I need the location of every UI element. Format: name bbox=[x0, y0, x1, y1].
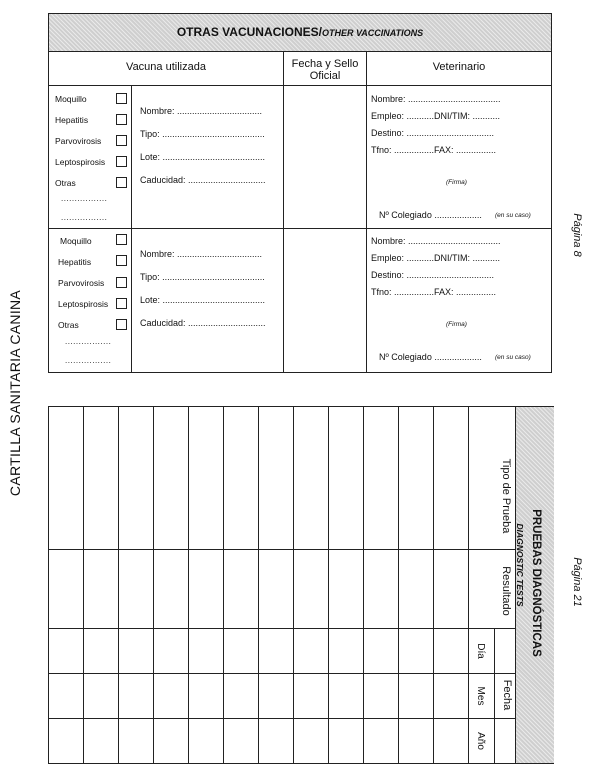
vaccine-label: Leptospirosis bbox=[55, 157, 106, 167]
vet-name-field[interactable]: Nombre: ..................................... bbox=[371, 236, 501, 246]
grid-column-line bbox=[433, 407, 434, 763]
vet-destination-field[interactable]: Destino: ................................... bbox=[371, 128, 495, 138]
vaccine-label: Hepatitis bbox=[55, 115, 89, 125]
divider bbox=[494, 628, 495, 763]
vet-license-field[interactable]: Nº Colegiado ................... bbox=[379, 352, 482, 362]
vaccine-name-field[interactable]: Nombre: .................................. bbox=[140, 249, 263, 259]
header-month: Mes bbox=[475, 686, 486, 706]
vaccine-checkbox[interactable] bbox=[116, 255, 127, 266]
vaccine-checkbox[interactable] bbox=[116, 298, 127, 309]
grid-column-line bbox=[468, 407, 469, 763]
blank-line: ................. bbox=[61, 213, 108, 222]
blank-line: ................. bbox=[61, 194, 108, 203]
vet-employment-field[interactable]: Empleo: ...........DNI/TIM: ........... bbox=[371, 111, 501, 121]
grid-column-line bbox=[363, 407, 364, 763]
vaccine-checkbox[interactable] bbox=[116, 177, 127, 188]
header-day: Día bbox=[475, 643, 486, 659]
vaccine-name-field[interactable]: Nombre: .................................. bbox=[140, 106, 263, 116]
if-applicable-note: (en su caso) bbox=[495, 354, 531, 361]
vaccine-label: Otras bbox=[55, 178, 76, 188]
vaccine-expiry-field[interactable]: Caducidad: ............................... bbox=[140, 175, 266, 185]
vaccine-label: Parvovirosis bbox=[58, 278, 105, 288]
divider bbox=[49, 673, 515, 674]
divider bbox=[49, 85, 551, 86]
grid-column-line bbox=[328, 407, 329, 763]
col-vet: Veterinario bbox=[432, 61, 486, 73]
vaccine-label: Parvovirosis bbox=[55, 136, 102, 146]
blank-line: ................. bbox=[65, 337, 112, 346]
table-title bbox=[49, 14, 551, 52]
vet-phone-fax-field[interactable]: Tfno: ................FAX: ................ bbox=[371, 145, 497, 155]
vet-employment-field[interactable]: Empleo: ...........DNI/TIM: ........... bbox=[371, 253, 501, 263]
page-label-8: Página 8 bbox=[571, 213, 583, 257]
divider bbox=[49, 549, 515, 550]
vaccine-lot-field[interactable]: Lote: ......................................... bbox=[140, 152, 266, 162]
vaccine-checkbox[interactable] bbox=[116, 93, 127, 104]
vaccine-label: Leptospirosis bbox=[58, 299, 109, 309]
diagnostic-tests-table bbox=[48, 406, 554, 764]
title-main: OTRAS VACUNACIONES/ bbox=[176, 25, 322, 39]
blank-line: ................. bbox=[65, 356, 112, 365]
grid-column-line bbox=[293, 407, 294, 763]
header-result: Resultado bbox=[500, 566, 512, 616]
vaccine-type-field[interactable]: Tipo: ......................................... bbox=[140, 272, 265, 282]
page-label-21: Página 21 bbox=[571, 557, 583, 607]
grid-column-line bbox=[153, 407, 154, 763]
signature-label: (Firma) bbox=[446, 179, 467, 186]
vet-destination-field[interactable]: Destino: ................................... bbox=[371, 270, 495, 280]
vaccine-expiry-field[interactable]: Caducidad: ............................... bbox=[140, 318, 266, 328]
vaccine-checkbox[interactable] bbox=[116, 234, 127, 245]
vet-license-field[interactable]: Nº Colegiado ................... bbox=[379, 210, 482, 220]
col-date-seal: Fecha y Sello Oficial bbox=[291, 58, 359, 82]
divider bbox=[49, 228, 551, 229]
if-applicable-note: (en su caso) bbox=[495, 212, 531, 219]
vaccine-checkbox[interactable] bbox=[116, 277, 127, 288]
grid-column-line bbox=[118, 407, 119, 763]
vaccine-checkbox[interactable] bbox=[116, 114, 127, 125]
vaccine-label: Otras bbox=[58, 320, 79, 330]
signature-label: (Firma) bbox=[446, 321, 467, 328]
vaccine-checkbox[interactable] bbox=[116, 319, 127, 330]
divider bbox=[49, 718, 515, 719]
grid-column-line bbox=[398, 407, 399, 763]
grid-column-line bbox=[83, 407, 84, 763]
vaccine-label: Hepatitis bbox=[58, 257, 92, 267]
vaccine-label: Moquillo bbox=[55, 94, 87, 104]
title-sub: DIAGNOSTIC TESTS bbox=[515, 523, 525, 607]
vaccine-checkbox[interactable] bbox=[116, 156, 127, 167]
vaccine-lot-field[interactable]: Lote: ......................................... bbox=[140, 295, 266, 305]
divider bbox=[49, 628, 515, 629]
col-vaccine: Vacuna utilizada bbox=[126, 61, 206, 73]
header-test-type: Tipo de Prueba bbox=[500, 458, 512, 534]
side-title: CARTILLA SANITARIA CANINA bbox=[7, 289, 23, 497]
title-sub: OTHER VACCINATIONS bbox=[321, 28, 424, 38]
vet-name-field[interactable]: Nombre: ..................................... bbox=[371, 94, 501, 104]
divider bbox=[283, 52, 284, 372]
grid-column-line bbox=[258, 407, 259, 763]
divider bbox=[366, 52, 367, 372]
grid-column-line bbox=[223, 407, 224, 763]
vaccine-checkbox[interactable] bbox=[116, 135, 127, 146]
vaccine-type-field[interactable]: Tipo: ......................................... bbox=[140, 129, 265, 139]
header-year: Año bbox=[475, 732, 486, 750]
other-vaccinations-table bbox=[48, 13, 552, 373]
header-date: Fecha bbox=[501, 679, 513, 711]
title-main: PRUEBAS DIAGNÓSTICAS bbox=[530, 509, 542, 657]
vaccine-label: Moquillo bbox=[60, 236, 92, 246]
title-band bbox=[515, 407, 554, 763]
vet-phone-fax-field[interactable]: Tfno: ................FAX: ................ bbox=[371, 287, 497, 297]
grid-column-line bbox=[188, 407, 189, 763]
